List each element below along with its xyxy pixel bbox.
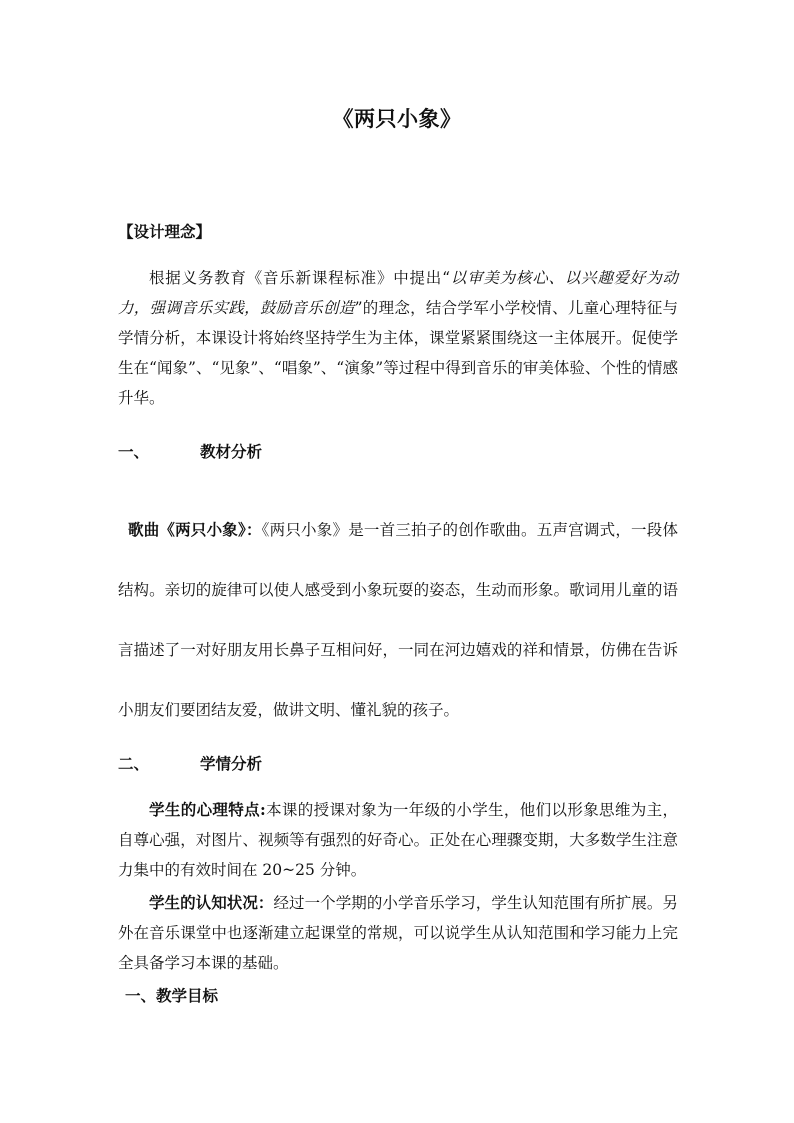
- material-analysis-body: 《两只小象》是一首三拍子的创作歌曲。五声宫调式，一段体结构。亲切的旋律可以使人感受到小象玩耍的姿态，生动而形象。歌词用儿童的语言描述了一对好朋友用长鼻子互相问好，一同在河边嬉戏的祥和情景，仿佛在告诉小朋友们要团结友爱，做讲文明、懂礼貌的孩子。: [118, 521, 678, 719]
- material-analysis-paragraph: [118, 500, 678, 740]
- section-number: 一、: [125, 986, 157, 1005]
- section-heading-material-analysis: [118, 440, 262, 462]
- learner-cognition-lead: 学生的认知状况：: [149, 893, 274, 912]
- design-concept-text-b: ”的理念，结合学军小学校情、儿童心理特征与学情分析，本课设计将始终坚持学生为主体，课堂紧紧围绕这一主体展开。促使学生在“闻象”、“见象”、“唱象”、“演象”等过程中得到音乐的审美体验、个性的情感升华。: [118, 299, 678, 407]
- learner-psychology-body: 本课的授课对象为一年级的小学生，他们以形象思维为主，自尊心强，对图片、视频等有强烈的好奇心。正处在心理骤变期，大多数学生注意力集中的有效时间在 20~25 分钟。: [118, 801, 678, 879]
- section-heading-teaching-goals: [125, 984, 218, 1006]
- section-heading-learner-analysis: [118, 752, 262, 774]
- design-concept-emphasis: 以审美为核心、以兴趣爱好为动力，强调音乐实践，鼓励音乐创造: [118, 269, 678, 317]
- learner-cognition-body: 经过一个学期的小学音乐学习，学生认知范围有所扩展。另外在音乐课堂中也逐渐建立起课堂的常规，可以说学生从认知范围和学习能力上完全具备学习本课的基础。: [118, 894, 678, 972]
- learner-cognition-paragraph: [118, 888, 678, 978]
- section-number: 一、: [118, 442, 150, 461]
- design-concept-text-a: 根据义务教育《音乐新课程标准》中提出“: [149, 269, 451, 287]
- design-concept-paragraph: [118, 263, 678, 413]
- section-title: 学情分析: [200, 754, 263, 773]
- design-concept-heading: 【设计理念】: [118, 222, 212, 241]
- material-analysis-lead: 歌曲《两只小象》：: [128, 520, 262, 539]
- document-title: 《两只小象》: [332, 106, 462, 131]
- section-number: 二、: [118, 754, 150, 773]
- learner-psychology-lead: 学生的心理特点:: [149, 800, 266, 819]
- section-title: 教学目标: [156, 986, 219, 1005]
- section-title: 教材分析: [200, 442, 263, 461]
- learner-psychology-paragraph: [118, 795, 678, 885]
